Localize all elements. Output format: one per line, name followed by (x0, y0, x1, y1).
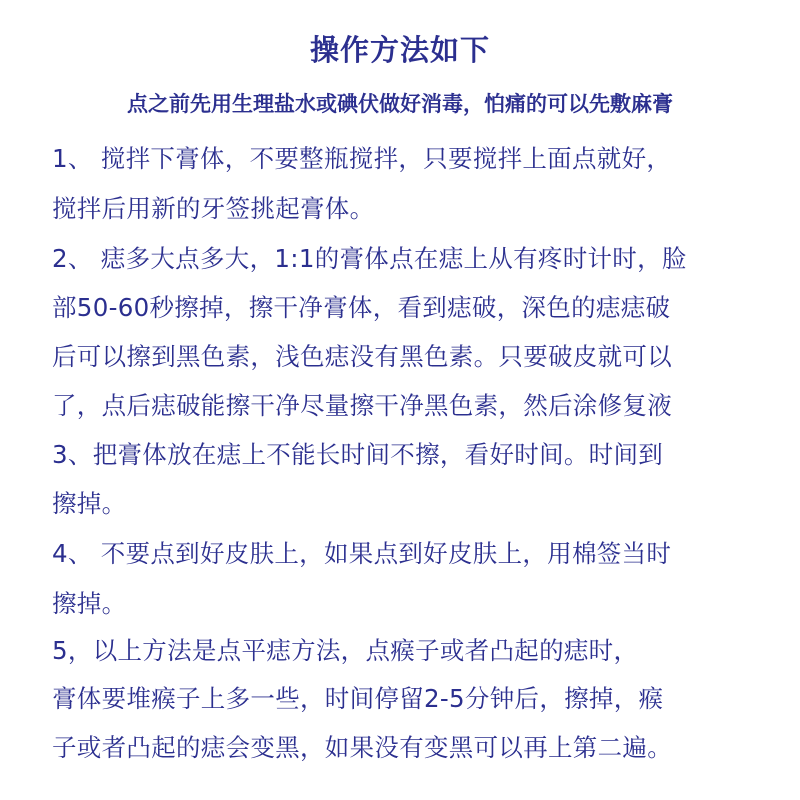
instruction-line: 1、 搅拌下膏体，不要整瓶搅拌，只要搅拌上面点就好， (52, 144, 672, 173)
instruction-line: 后可以擦到黑色素，浅色痣没有黑色素。只要破皮就可以 (52, 342, 672, 371)
instruction-line: 擦掉。 (52, 489, 127, 518)
instruction-line: 部50-60秒擦掉，擦干净膏体，看到痣破，深色的痣痣破 (52, 293, 671, 322)
instruction-line: 5，以上方法是点平痣方法，点瘊子或者凸起的痣时， (52, 636, 639, 665)
instruction-line: 4、 不要点到好皮肤上，如果点到好皮肤上，用棉签当时 (52, 539, 672, 568)
instruction-line: 了，点后痣破能擦干净尽量擦干净黑色素，然后涂修复液 (52, 391, 672, 420)
instruction-line: 子或者凸起的痣会变黑，如果没有变黑可以再上第二遍。 (52, 733, 672, 762)
instruction-line: 膏体要堆瘊子上多一些，时间停留2-5分钟后，擦掉，瘊 (52, 684, 664, 713)
instruction-line: 2、 痣多大点多大，1:1的膏体点在痣上从有疼时计时，脸 (52, 244, 687, 273)
instruction-line: 3、把膏体放在痣上不能长时间不擦，看好时间。时间到 (52, 440, 664, 469)
instruction-line: 擦掉。 (52, 589, 127, 618)
page-subtitle: 点之前先用生理盐水或碘伏做好消毒，怕痛的可以先敷麻膏 (127, 92, 673, 116)
instruction-line: 搅拌后用新的牙签挑起膏体。 (52, 194, 375, 223)
page-title: 操作方法如下 (309, 33, 490, 67)
